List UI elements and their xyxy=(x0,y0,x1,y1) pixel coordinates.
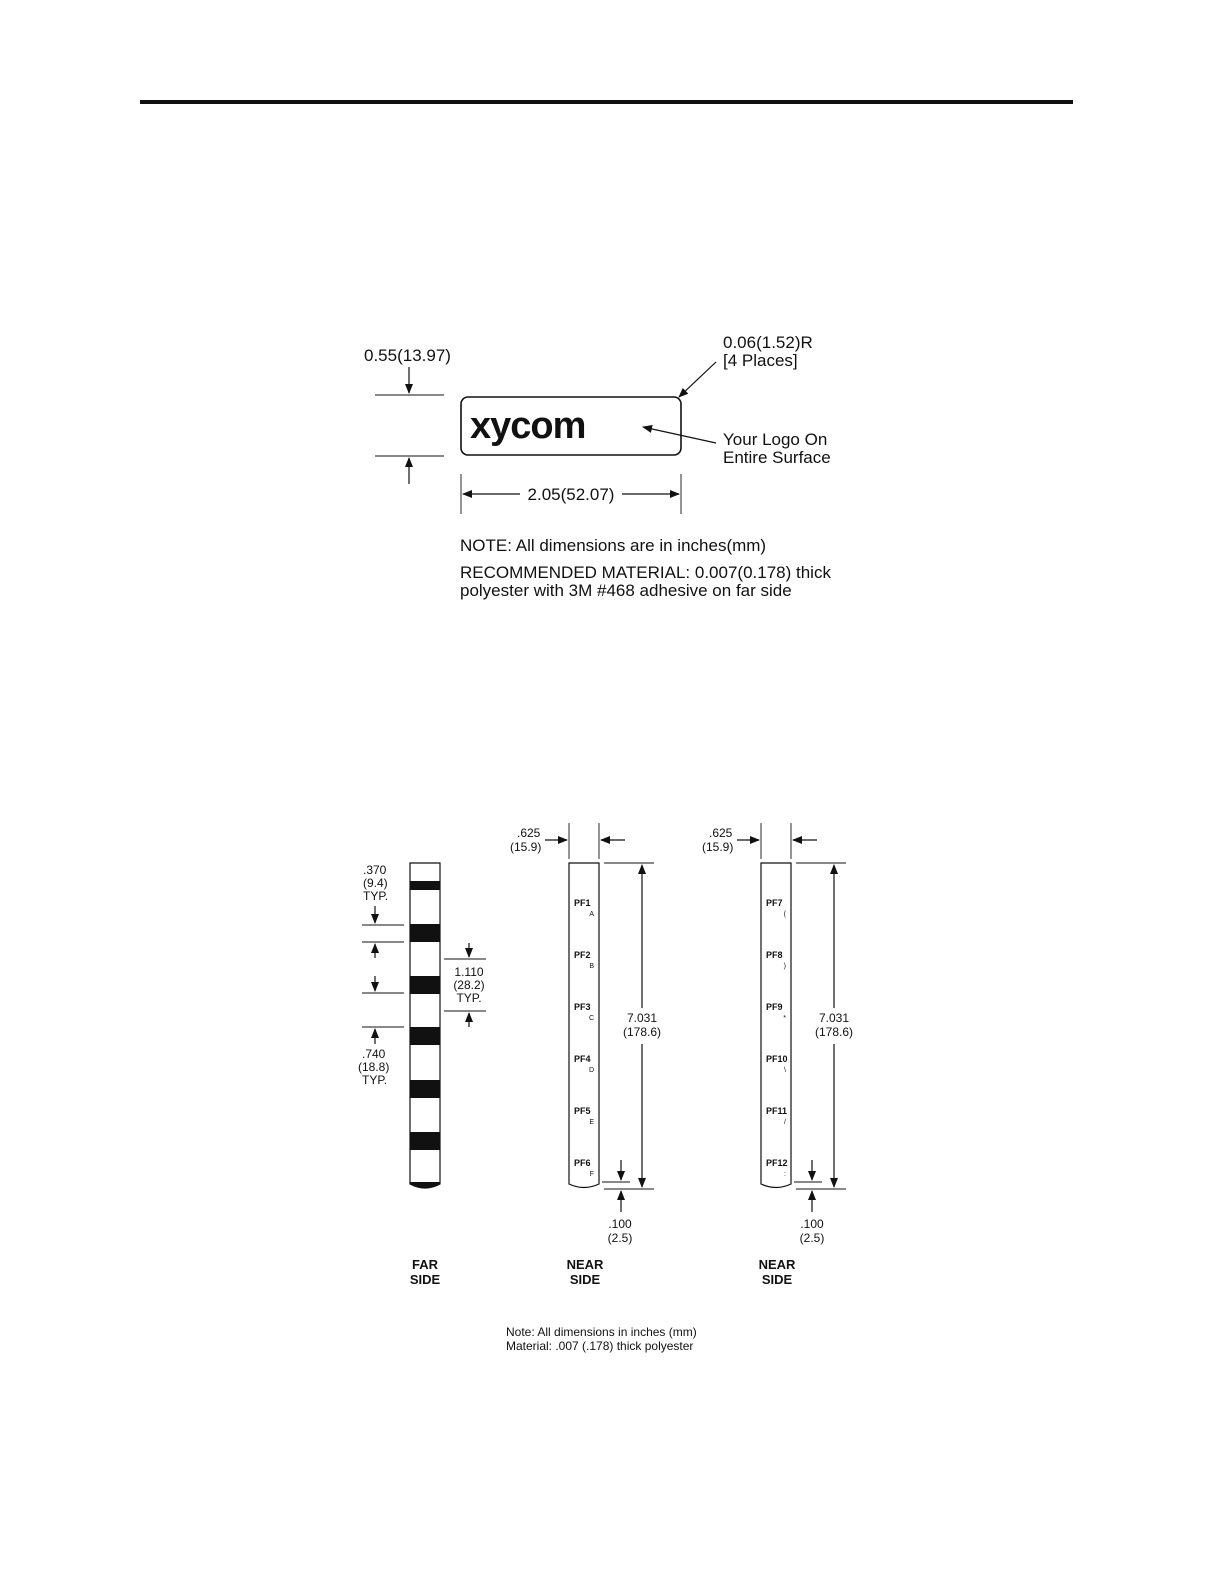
near1-label-line1: NEAR xyxy=(566,1257,604,1272)
far-strip-band xyxy=(410,924,440,942)
near2-height-line2: (178.6) xyxy=(814,1025,854,1039)
logo-callout-line1: Your Logo On xyxy=(723,430,828,449)
far-side-label-line2: SIDE xyxy=(409,1272,441,1287)
near2-key-char: ( xyxy=(783,911,786,918)
width-dimension-text: 2.05(52.07) xyxy=(527,485,615,504)
near2-label-line1: NEAR xyxy=(758,1257,796,1272)
near-side-strip-2 xyxy=(702,823,853,1287)
near1-key-char: F xyxy=(589,1171,594,1178)
near2-key-char: \ xyxy=(784,1067,786,1074)
near2-strip-outline xyxy=(761,863,791,1188)
near1-height-line1: 7.031 xyxy=(626,1011,658,1025)
near1-key-name: PF3 xyxy=(574,1002,591,1012)
far-side-strip xyxy=(358,863,486,1287)
near1-key-char: E xyxy=(589,1119,594,1126)
far-strip-band xyxy=(410,881,440,890)
near1-key-char: C xyxy=(588,1015,594,1022)
near2-key-name: PF9 xyxy=(766,1002,783,1012)
far-dim-b-line2: (28.2) xyxy=(453,978,485,992)
logo-text: xycom xyxy=(470,405,586,447)
near2-width-line1: .625 xyxy=(709,826,733,840)
near1-height-line2: (178.6) xyxy=(622,1025,662,1039)
near2-bottom-line2: (2.5) xyxy=(799,1231,825,1245)
near1-strip-outline xyxy=(569,863,599,1188)
label-diagram xyxy=(364,333,831,600)
material-line2: polyester with 3M #468 adhesive on far side xyxy=(460,581,792,600)
far-dim-a-line1: .370 xyxy=(363,863,387,877)
near2-key-name: PF10 xyxy=(766,1054,788,1064)
near1-key-char: A xyxy=(589,911,594,918)
logo-callout-line2: Entire Surface xyxy=(723,448,831,467)
material-line1: RECOMMENDED MATERIAL: 0.007(0.178) thick xyxy=(460,563,831,582)
far-dim-a-line2: (9.4) xyxy=(363,876,388,890)
near1-width-line1: .625 xyxy=(517,826,541,840)
far-dim-c-line1: .740 xyxy=(362,1047,386,1061)
near2-key-name: PF11 xyxy=(766,1106,788,1116)
near2-key-char: ) xyxy=(783,963,786,970)
far-dim-a-line3: TYP. xyxy=(363,889,389,903)
far-strip-band xyxy=(410,976,440,994)
near2-height-line1: 7.031 xyxy=(818,1011,850,1025)
far-strip-band xyxy=(410,1027,440,1045)
far-strip-end-cap xyxy=(410,1182,440,1188)
near2-key-name: PF12 xyxy=(766,1158,788,1168)
logo-leader-arrow xyxy=(643,427,716,443)
near1-bottom-line2: (2.5) xyxy=(607,1231,633,1245)
far-dim-b-line1: 1.110 xyxy=(454,965,484,979)
near1-key-name: PF5 xyxy=(574,1106,591,1116)
near2-key-name: PF8 xyxy=(766,950,783,960)
near1-key-name: PF1 xyxy=(574,898,591,908)
near1-key-name: PF6 xyxy=(574,1158,591,1168)
near2-key-char: / xyxy=(784,1119,786,1126)
near1-label-line2: SIDE xyxy=(569,1272,601,1287)
far-dim-c-line2: (18.8) xyxy=(358,1060,390,1074)
near1-key-name: PF2 xyxy=(574,950,591,960)
label-note: NOTE: All dimensions are in inches(mm) xyxy=(460,536,767,555)
near1-key-char: B xyxy=(589,963,594,970)
far-side-label-line1: FAR xyxy=(412,1257,438,1272)
far-strip-band xyxy=(410,1080,440,1098)
near2-bottom-line1: .100 xyxy=(800,1217,824,1231)
near-side-strip-1 xyxy=(510,823,661,1287)
radius-dimension-line2: [4 Places] xyxy=(723,351,798,370)
near1-width-line2: (15.9) xyxy=(510,840,542,854)
near1-bottom-line1: .100 xyxy=(608,1217,632,1231)
near1-key-char: D xyxy=(588,1067,594,1074)
strip-note-line2: Material: .007 (.178) thick polyester xyxy=(506,1339,694,1353)
near2-key-char: : xyxy=(784,1171,786,1178)
near2-key-name: PF7 xyxy=(766,898,783,908)
far-dim-b-line3: TYP. xyxy=(456,991,482,1005)
near1-key-name: PF4 xyxy=(574,1054,591,1064)
radius-dimension-line1: 0.06(1.52)R xyxy=(723,333,813,352)
radius-leader-arrow xyxy=(679,362,716,397)
near2-label-line2: SIDE xyxy=(761,1272,793,1287)
near2-key-char: * xyxy=(783,1015,786,1022)
strip-note-line1: Note: All dimensions in inches (mm) xyxy=(506,1325,697,1339)
height-dimension-text: 0.55(13.97) xyxy=(364,346,451,365)
far-dim-c-line3: TYP. xyxy=(362,1073,388,1087)
far-strip-band xyxy=(410,1132,440,1150)
near2-width-line2: (15.9) xyxy=(702,840,734,854)
